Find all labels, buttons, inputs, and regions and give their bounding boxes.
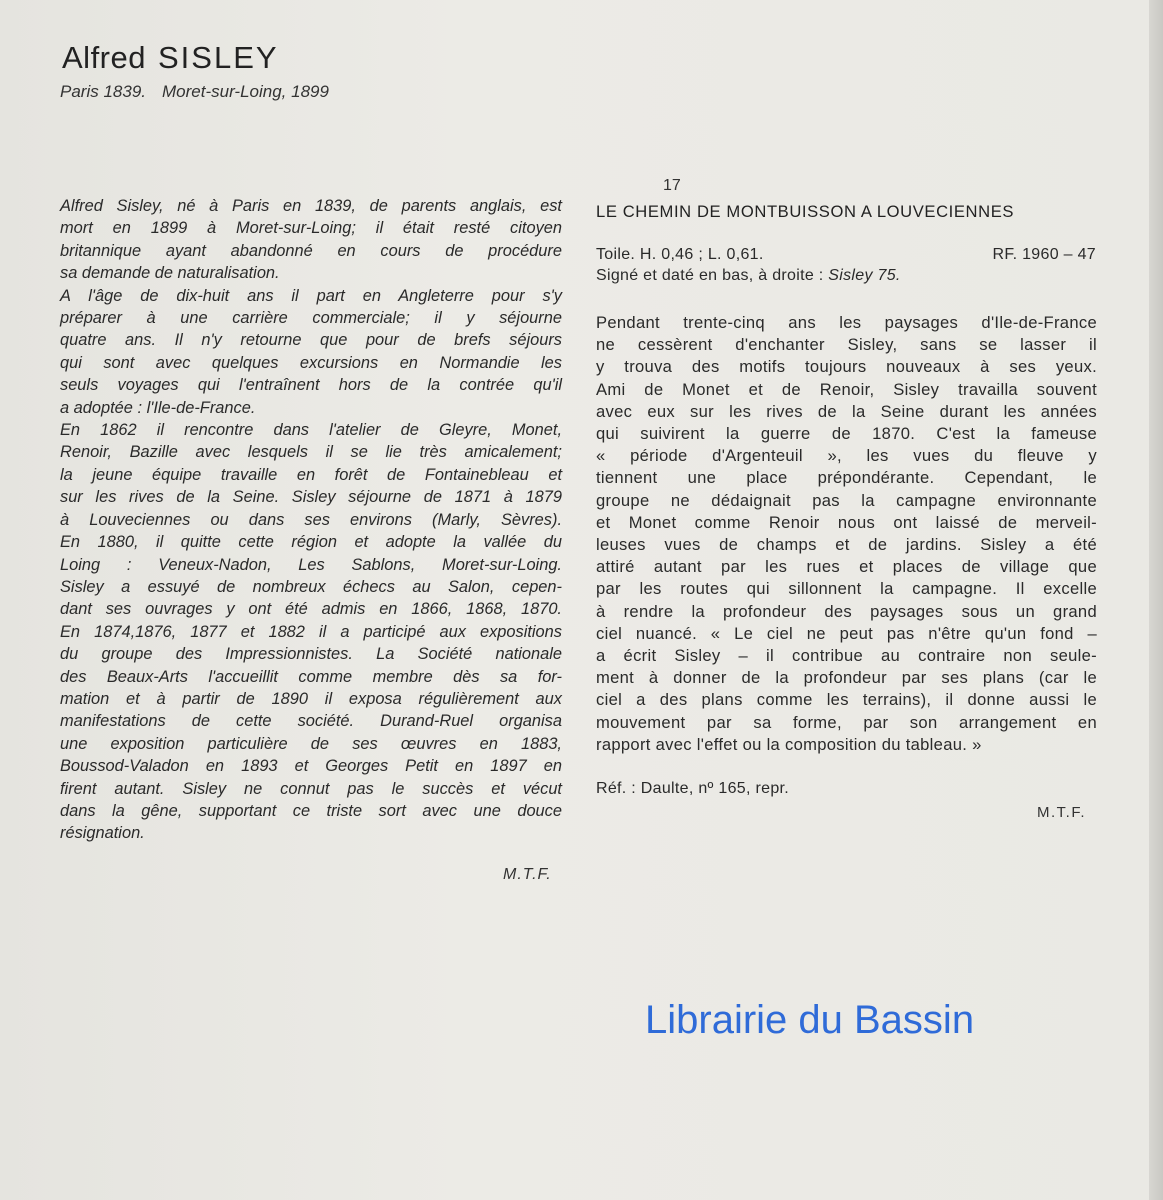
- technique-row: [596, 246, 1096, 264]
- bio-line: A l'âge de dix-huit ans il part en Angleterre pour s'y: [60, 286, 562, 305]
- desc-line: Pendant trente-cinq ans les paysages d'Ile-de-France: [596, 313, 1097, 332]
- bio-line: britannique ayant abandonné en cours de procédure: [60, 241, 562, 260]
- bio-line: Loing : Veneux-Nadon, Les Sablons, Moret-sur-Loing.: [60, 555, 562, 574]
- biography: [60, 195, 562, 845]
- desc-line: tiennent une place prépondérante. Cependant, le: [596, 468, 1097, 488]
- bookseller-watermark: Librairie du Bassin: [645, 998, 975, 1042]
- signature-inscription: Sisley 75.: [828, 267, 901, 284]
- bio-line: sur les rives de la Seine. Sisley séjourne de 1871 à 1879: [60, 488, 562, 507]
- desc-line: ment à donner de la profondeur par ses plans (car le: [596, 668, 1097, 688]
- desc-line: Ami de Monet et de Renoir, Sisley travailla souvent: [596, 379, 1097, 399]
- desc-line: et Monet comme Renoir nous ont laissé de merveil-: [596, 512, 1097, 532]
- desc-line: rapport avec l'effet ou la composition du tableau. »: [596, 734, 982, 754]
- bio-line: des Beaux-Arts l'accueillit comme membre dès sa for-: [60, 667, 562, 686]
- bio-line: qui sont avec quelques excursions en Normandie les: [60, 353, 562, 372]
- bio-line: Sisley a essuyé de nombreux échecs au Salon, cepen-: [60, 577, 562, 596]
- desc-line: ciel a des plans comme les terrains), il donne aussi le: [596, 690, 1097, 710]
- bio-line: Renoir, Bazille avec lesquels il se lie très amicalement;: [60, 443, 562, 462]
- bio-line: manifestations de cette société. Durand-Ruel organisa: [60, 712, 562, 731]
- desc-line: ciel nuancé. « Le ciel ne peut pas n'être qu'un fond –: [596, 623, 1097, 643]
- desc-line: mouvement par sa forme, par son arrangement en: [596, 712, 1097, 732]
- artwork-description: [596, 312, 1097, 756]
- bio-line: firent autant. Sisley ne connut pas le succès et vécut: [60, 779, 562, 798]
- desc-line: à rendre la profondeur des paysages sous un grand: [596, 601, 1097, 621]
- artwork-title: LE CHEMIN DE MONTBUISSON A LOUVECIENNES: [596, 202, 1015, 221]
- signature-note-text: Signé et daté en bas, à droite :: [596, 267, 829, 284]
- bio-line: mation et à partir de 1890 il exposa régulièrement aux: [60, 689, 562, 708]
- desc-line: y trouva des motifs toujours nouveaux à ses yeux.: [596, 357, 1097, 377]
- bio-line: du groupe des Impressionnistes. La Société nationale: [60, 645, 562, 664]
- desc-line: « période d'Argenteuil », les vues du fleuve y: [596, 446, 1097, 466]
- bio-line: une exposition particulière de ses œuvres en 1883,: [60, 734, 562, 753]
- signature-note: [596, 267, 901, 285]
- technique-dimensions: Toile. H. 0,46 ; L. 0,61.: [596, 246, 764, 263]
- desc-line: leuses vues de champs et de jardins. Sisley a été: [596, 535, 1097, 555]
- desc-line: ne cessèrent d'enchanter Sisley, sans se lasser il: [596, 335, 1097, 355]
- bio-line: préparer à une carrière commerciale; il y séjourne: [60, 309, 562, 328]
- bio-line: dans la gêne, supportant ce triste sort avec une douce: [60, 801, 562, 820]
- desc-line: par les routes qui sillonnent la campagne. Il excelle: [596, 579, 1097, 599]
- bio-line: à Louveciennes ou dans ses environs (Marly, Sèvres).: [60, 510, 562, 529]
- bio-line: En 1862 il rencontre dans l'atelier de Gleyre, Monet,: [60, 421, 562, 440]
- bio-line: En 1880, il quitte cette région et adopte la vallée du: [60, 533, 562, 552]
- entry-signature: M.T.F.: [1037, 804, 1086, 821]
- artist-dates: [60, 82, 329, 102]
- birth-info: Paris 1839.: [60, 82, 146, 101]
- bio-line: En 1874,1876, 1877 et 1882 il a participé aux expositions: [60, 622, 562, 641]
- bio-line: sa demande de naturalisation.: [60, 264, 280, 283]
- bio-line: seuls voyages qui l'entraînent hors de la contrée qu'il: [60, 376, 562, 395]
- catalogue-number: 17: [663, 177, 681, 194]
- bio-line: dant ses ouvrages y ont été admis en 1866, 1868, 1870.: [60, 600, 562, 619]
- bio-line: Boussod-Valadon en 1893 et Georges Petit en 1897 en: [60, 757, 562, 776]
- death-info: Moret-sur-Loing, 1899: [162, 82, 329, 101]
- bio-line: la jeune équipe travaille en forêt de Fontainebleau et: [60, 465, 562, 484]
- bio-line: Alfred Sisley, né à Paris en 1839, de parents anglais, est: [60, 197, 562, 215]
- desc-line: groupe ne dédaignait pas la campagne environnante: [596, 490, 1097, 510]
- desc-line: qui suivirent la guerre de 1870. C'est la fameuse: [596, 424, 1097, 444]
- page-edge: [1149, 0, 1163, 1200]
- biography-signature: M.T.F.: [503, 866, 552, 883]
- bio-line: mort en 1899 à Moret-sur-Loing; il était resté citoyen: [60, 219, 562, 238]
- bibliography-reference: Réf. : Daulte, nº 165, repr.: [596, 780, 790, 797]
- artist-first-name: Alfred: [62, 40, 146, 75]
- bio-line: a adoptée : l'Ile-de-France.: [60, 398, 256, 417]
- desc-line: avec eux sur les rives de la Seine durant les années: [596, 401, 1097, 421]
- inventory-number: RF. 1960 – 47: [992, 246, 1096, 263]
- bio-line: résignation.: [60, 824, 145, 843]
- artist-name: [62, 40, 279, 76]
- desc-line: attiré autant par les rues et places de village que: [596, 557, 1097, 577]
- artist-surname: SISLEY: [157, 40, 279, 75]
- desc-line: a écrit Sisley – il contribue au contraire non seule-: [596, 646, 1097, 666]
- bio-line: quatre ans. Il n'y retourne que pour de brefs séjours: [60, 331, 562, 350]
